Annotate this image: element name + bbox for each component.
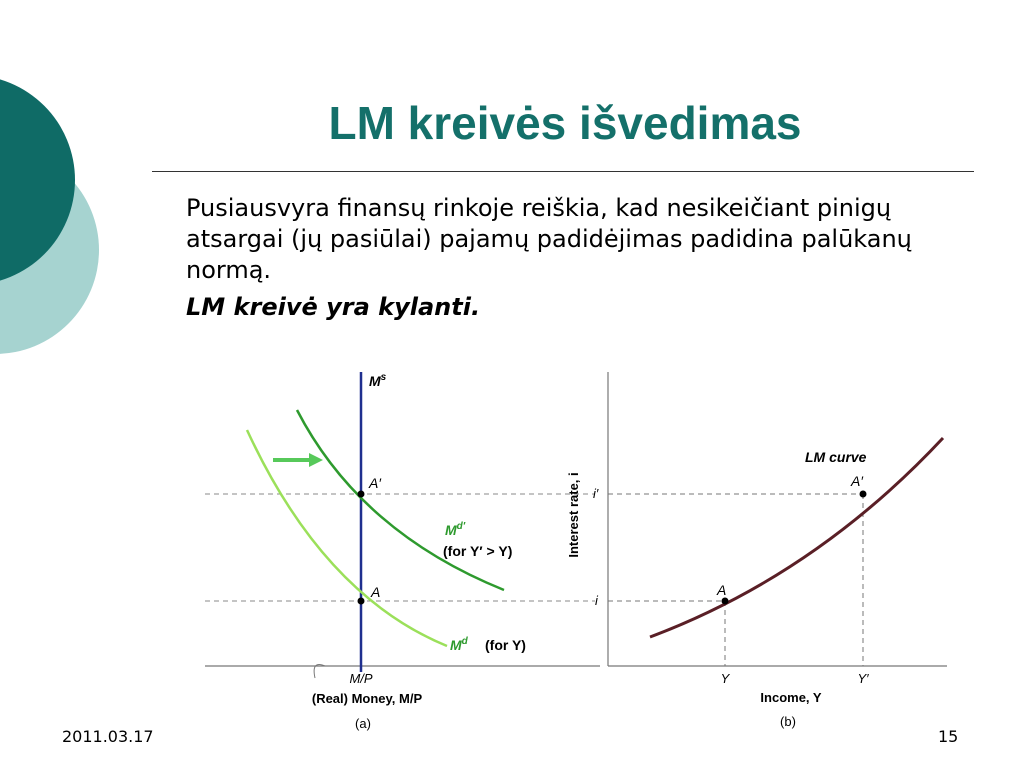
slide-date: 2011.03.17 [62, 727, 154, 746]
money-demand-curve-y-prime [297, 410, 504, 590]
point-a-prime-dot [358, 491, 365, 498]
body-emphasis: LM kreivė yra kylanti. [186, 293, 481, 321]
panel-a-caption: (a) [355, 716, 371, 731]
x-tick-y: Y [720, 671, 730, 686]
point-a-prime-label: A′ [369, 475, 381, 491]
panel-b [566, 372, 947, 729]
lm-curve-label: LM curve [805, 449, 867, 465]
md-prime-condition: (for Y′ > Y) [443, 543, 513, 559]
tick-i: i [595, 593, 598, 608]
tick-i-prime: i′ [593, 486, 599, 501]
panel-b-y-axis-label: Interest rate, i [566, 472, 581, 558]
point-a-prime-dot-b [860, 491, 867, 498]
slide-page-number: 15 [938, 727, 959, 746]
lm-curve [650, 438, 943, 637]
point-a-dot-b [722, 598, 729, 605]
slide-body [186, 193, 946, 323]
panel-a-x-axis-label: (Real) Money, M/P [311, 691, 423, 706]
money-demand-curve-y [247, 430, 447, 646]
md-condition: (for Y) [485, 637, 526, 653]
point-a-label: A [371, 584, 381, 600]
body-paragraph: Pusiausvyra finansų rinkoje reiškia, kad nesikeičiant pinigų atsargai (jų pasiūlai) pajamų padidėjimas padidina palūkanų normą. [186, 194, 912, 284]
x-tick-m-over-p: M/P [349, 671, 373, 686]
ms-label: $M^s$ [369, 372, 387, 389]
point-a-prime-label-b: A′ [851, 473, 863, 489]
panel-b-caption: (b) [780, 714, 796, 729]
decorative-circles [0, 0, 110, 400]
slide-title: LM kreivės išvedimas [328, 97, 802, 149]
md-label: $M^d$ [450, 636, 468, 653]
x-tick-y-prime: Y′ [857, 671, 869, 686]
panel-a [205, 372, 600, 731]
lm-derivation-figure [195, 360, 955, 740]
point-a-dot [358, 598, 365, 605]
title-divider [152, 171, 974, 172]
md-prime-label: $M^{d'}$ [445, 521, 466, 538]
panel-b-x-axis-label: Income, Y [760, 690, 822, 705]
point-a-label-b: A [717, 582, 727, 598]
shift-arrow [273, 453, 323, 467]
